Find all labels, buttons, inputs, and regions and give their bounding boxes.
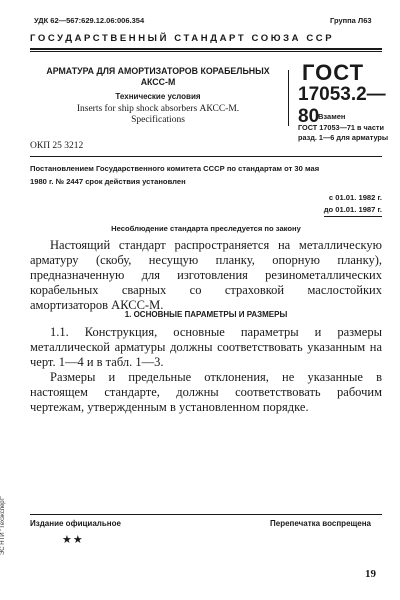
document-subtitle: Технические условия [115,92,201,101]
gost-number: 17053.2—80 [298,84,386,127]
legal-notice: Несоблюдение стандарта преследуется по закону [111,224,301,233]
english-title-line1: Inserts for ship shock absorbers АКСС-М. [76,104,240,114]
title-divider [288,70,289,126]
intro-paragraph: Настоящий стандарт распространяется на металлическую арматуру (скобу, несущую планку, опорную планку), предназначенную для изготовления резинометаллических корабельных сварных со страховкой маслостойких амортизаторов АКСС-М. [30,238,382,312]
udk-code: УДК 62—567:629.12.06:006.354 [34,16,145,25]
document-title-line2: АКСС-М [140,77,176,87]
section-paragraph-1: 1.1. Конструкция, основные параметры и размеры металлической арматуры должны соответствовать указанным на черт. 1—4 и в табл. 1—3. [30,325,382,369]
standard-title: ГОСУДАРСТВЕННЫЙ СТАНДАРТ СОЮЗА ССР [30,33,335,44]
document-title [34,66,282,88]
english-title-line2: Specifications [131,115,185,125]
official-edition: Издание официальное [30,519,121,528]
header-rule-top [30,48,382,50]
section-heading: 1. ОСНОВНЫЕ ПАРАМЕТРЫ И РАЗМЕРЫ [124,310,288,319]
replaces-info [298,123,388,143]
section-paragraph-2: Размеры и предельные отклонения, не указанные в настоящем стандарте, должны соответствовать рабочим чертежам, утвержденным в установленном порядке. [30,370,382,414]
validity-dates [300,192,382,217]
gost-label: ГОСТ [302,60,365,85]
edition-stars: ★★ [62,534,84,546]
decree-line2: 1980 г. № 2447 срок действия установлен [30,177,186,186]
okp-code: ОКП 25 3212 [30,141,84,151]
english-title [34,104,282,126]
replaces-line1: ГОСТ 17053—71 в части [298,123,384,132]
validity-to: до 01.01. 1987 г. [324,204,382,217]
validity-from: с 01.01. 1982 г. [328,193,382,202]
header-rule-bottom [30,51,382,52]
decree-line1: Постановлением Государственного комитета СССР по стандартам от 30 мая [30,164,320,173]
group-code: Группа Л63 [330,16,372,25]
okp-rule [30,156,382,157]
sidebar-watermark: ЭС НТИ "Техэксперт" [0,495,6,555]
document-title-line1: АРМАТУРА ДЛЯ АМОРТИЗАТОРОВ КОРАБЕЛЬНЫХ [46,66,270,76]
replaces-label: Взамен [318,112,346,121]
page-number: 19 [365,568,376,580]
replaces-line2: разд. 1—6 для арматуры [298,133,389,142]
footer-rule [30,514,382,515]
decree-text [30,162,386,188]
reprint-notice: Перепечатка воспрещена [270,519,371,528]
